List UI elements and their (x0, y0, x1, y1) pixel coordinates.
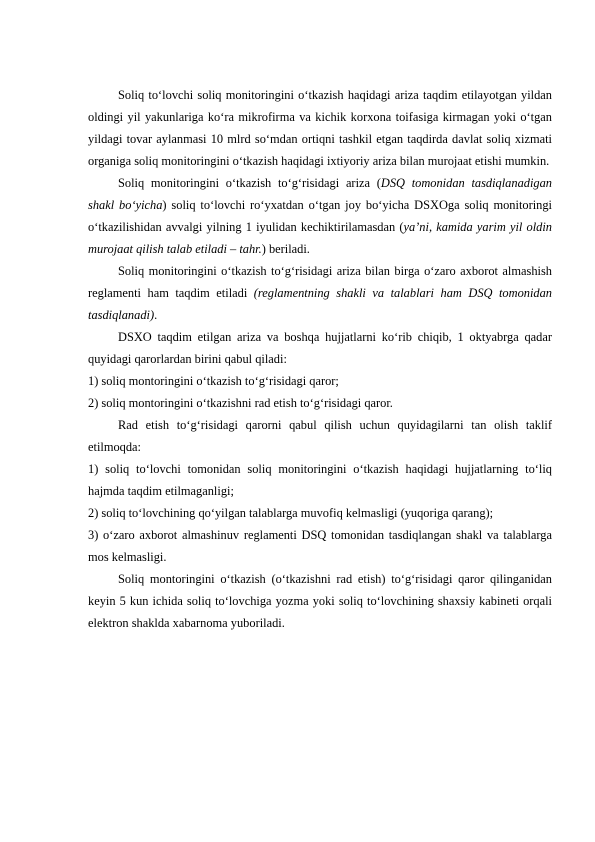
paragraph (88, 392, 552, 414)
text-run: 2) soliq toʻlovchining qoʻyilgan talablarga muvofiq kelmasligi (yuqoriga qarang); (88, 506, 494, 520)
document-body (88, 84, 552, 634)
paragraph (88, 172, 552, 260)
paragraph (88, 414, 552, 458)
paragraph (88, 326, 552, 370)
text-run: Soliq monitoringini oʻtkazish toʻgʻrisidagi ariza ( (118, 176, 381, 190)
paragraph (88, 84, 552, 172)
text-run: 1) soliq toʻlovchi tomonidan soliq monitoringini oʻtkazish haqidagi hujjatlarning toʻliq hajmda taqdim etilmaganligi; (88, 462, 552, 498)
text-run: Rad etish toʻgʻrisidagi qarorni qabul qilish uchun quyidagilarni tan olish taklif etilmoqda: (88, 418, 552, 454)
text-run: 3) oʻzaro axborot almashinuv reglamenti DSQ tomonidan tasdiqlangan shakl va talablarga mos kelmasligi. (88, 528, 552, 564)
text-run: Soliq monitoringini oʻtkazish toʻgʻrisidagi ariza bilan birga oʻzaro axborot almashish reglamenti ham taqdim etiladi (88, 264, 552, 300)
paragraph (88, 260, 552, 326)
text-run: ) soliq toʻlovchi roʻyxatdan oʻtgan joy boʻyicha DSXOga soliq monitoringi oʻtkazilishidan avvalgi yilning 1 iyulidan kechiktirilamasdan ( (88, 198, 552, 234)
paragraph (88, 568, 552, 634)
text-run: DSXO taqdim etilgan ariza va boshqa hujjatlarni koʻrib chiqib, 1 oktyabrga qadar quyidagi qarorlardan birini qabul qiladi: (88, 330, 552, 366)
text-run: 1) soliq montoringini oʻtkazish toʻgʻrisidagi qaror; (88, 374, 339, 388)
text-run: ) beriladi. (261, 242, 310, 256)
paragraph (88, 524, 552, 568)
italic-text: DSQ tomonidan tasdiqlanadigan shakl boʻyicha (88, 176, 552, 212)
text-run: . (154, 308, 158, 322)
paragraph (88, 502, 552, 524)
text-run: Soliq montoringini oʻtkazish (oʻtkazishni rad etish) toʻgʻrisidagi qaror qilinganidan keyin 5 kun ichida soliq toʻlovchiga yozma yoki soliq toʻlovchining shaxsiy kabineti orqali elektron shaklda xabarnoma yuboriladi. (88, 572, 552, 630)
text-run: Soliq toʻlovchi soliq monitoringini oʻtkazish haqidagi ariza taqdim etilayotgan yildan oldingi yil yakunlariga koʻra mikrofirma va kichik korxona toifasiga kirmagan yoki oʻtgan yildagi tovar aylanmasi 10 mlrd soʻmdan ortiqni tashkil etgan taqdirda davlat soliq xizmati organiga soliq monitoringini oʻtkazish haqidagi ixtiyoriy ariza bilan murojaat etishi mumkin. (88, 88, 552, 168)
italic-text: yaʼni, kamida yarim yil oldin murojaat qilish talab etiladi – tahr. (88, 220, 552, 256)
paragraph (88, 370, 552, 392)
text-run: 2) soliq montoringini oʻtkazishni rad etish toʻgʻrisidagi qaror. (88, 396, 393, 410)
italic-text: (reglamentning shakli va talablari ham DSQ tomonidan tasdiqlanadi) (88, 286, 552, 322)
paragraph (88, 458, 552, 502)
